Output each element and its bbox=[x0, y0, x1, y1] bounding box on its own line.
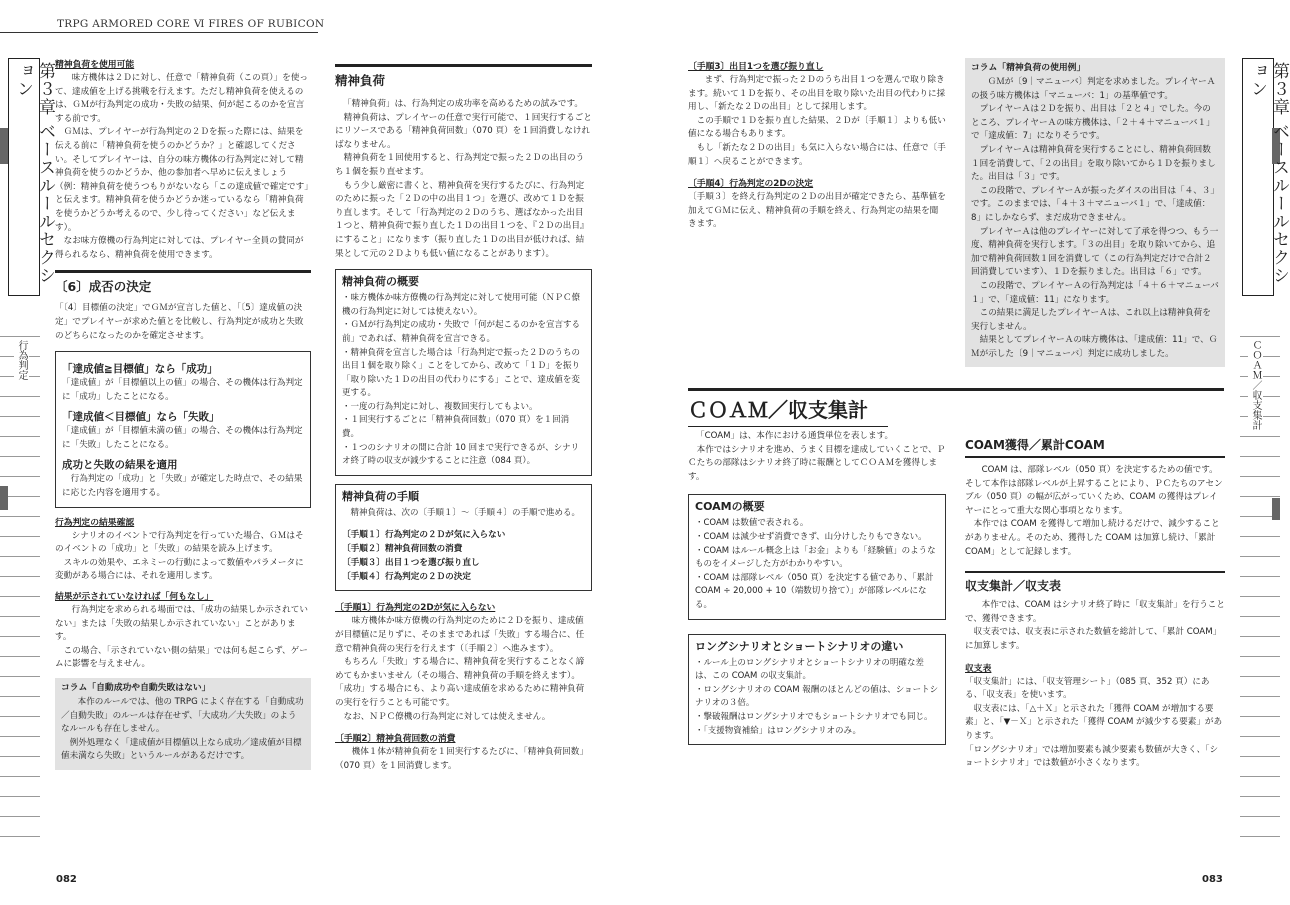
left-side-tabs bbox=[0, 0, 55, 905]
right-section-bar bbox=[1272, 498, 1280, 520]
box-item: ・１つのシナリオの間に合計 10 回まで実行できるが、シナリオ終了時の収支が減少することに注意（084 頁）。 bbox=[342, 442, 580, 467]
box-item: ・精神負荷を宣言した場合は「行為判定で振った２Ｄのうちの出目１個を取り除く」ことをしてから、改めて「１Ｄ」を振り「取り除いた１Ｄの出目の代わりにする」ことで、達成値を変更する。 bbox=[342, 347, 581, 399]
page-number-left: 082 bbox=[56, 874, 77, 885]
box-text: 行為判定の「成功」と「失敗」が確定した時点で、その結果に応じた内容を適用する。 bbox=[62, 474, 303, 499]
paragraph: 行為判定を求められる場面では、「成功の結果しか示されていない」または「失敗の結果しか示されていない」ことがあります。 この場合、「示されていない側の結果」では何も起こらず、ゲームに影響を与えません。 bbox=[55, 605, 308, 670]
section-title: 〔手順3〕出目1つを選び振り直し bbox=[688, 62, 824, 72]
box-item: ・COAM は部隊レベル（050 頁）を決定する値であり、「累計 COAM ÷ 20,000 + 10（端数切り捨て）」が部隊レベルになる。 bbox=[695, 572, 934, 610]
box-item: ・COAM は数値で表される。 bbox=[695, 518, 809, 529]
column-box bbox=[965, 58, 1225, 367]
box-item: ・味方機体か味方僚機の行為判定に対して使用可能（ＮＰＣ僚機の行為判定に対しては使えない）。 bbox=[342, 293, 581, 317]
column-4 bbox=[965, 58, 1225, 367]
section-title: 精神負荷を使用可能 bbox=[55, 60, 135, 70]
paragraph: 味方機体は２Ｄに対し、任意で「精神負荷（この頁）」を使って、達成値を上げる挑戦を行えます。ただし精神負荷を使えるのは、ＧＭが行為判定の成功・失敗の結果、何が起こるのかを宣言する前です。 ＧＭは、プレイヤーが行為判定の２Ｄを振った際には、結果を伝える前に「精神負荷を使うのかどうか？」と確認してください。そしてプレイヤーは、自分の味方機体の行為判定に対して精神負荷を使うのかどうか、他の参加者へ早めに伝えましょう（例：精神負荷を使うつもりがないなら「この達成値で確定です」と伝えます。精神負荷を使うかどうか迷っているなら「精神負荷を使うかどうか考えるので、少し待ってください」など伝えます）。 なお味方僚機の行為判定に対しては、プレイヤー全員の賛同が得られるなら、精神負荷を使用できます。 bbox=[55, 73, 309, 260]
box-title: COAMの概要 bbox=[695, 500, 765, 514]
header-rule bbox=[0, 32, 318, 33]
box-text: 「達成値」が「目標値以上の値」の場合、その機体は行為判定に「成功」したことになる。 bbox=[62, 378, 303, 402]
column-title: コラム「精神負荷の使用例」 bbox=[971, 63, 1086, 73]
coam-heading-block bbox=[688, 388, 1224, 427]
paragraph: 「COAM」は、本作における通貨単位を表します。 本作ではシナリオを進め、うまく目標を達成していくことで、ＰＣたちの部隊はシナリオ終了時に報酬としてＣＯＡＭを獲得します。 bbox=[688, 431, 946, 482]
step-item: 〔手順１〕行為判定の２Ｄが気に入らない bbox=[342, 530, 506, 541]
paragraph: 〔手順３〕を終え行為判定の２Ｄの出目が確定できたら、基準値を加えてＧＭに伝え、精神負荷の手順を終え、行為判定の結果を聞きます。 bbox=[688, 192, 946, 230]
section-heading: 〔6〕成否の決定 bbox=[55, 270, 311, 296]
box-item: ・ＧＭが行為判定の成功・失敗で「何が起こるのかを宣言する前」であれば、精神負荷を宣言できる。 bbox=[342, 320, 581, 344]
box-heading: 「達成値≧目標値」なら「成功」 bbox=[62, 363, 218, 376]
box-item: ・１回実行するごとに「精神負荷回数」（070 頁）を１回消費。 bbox=[342, 415, 570, 440]
section-title: 〔手順1〕行為判定の2Dが気に入らない bbox=[335, 603, 496, 614]
left-section-lines bbox=[0, 336, 40, 856]
column-title: コラム「自動成功や自動失敗はない」 bbox=[61, 683, 211, 693]
paragraph: 「〔4〕目標値の決定」でＧＭが宣言した値と、「〔5〕達成値の決定」でプレイヤーが求めた値とを比較し、行為判定が成功と失敗のどちらになったのかを確定させます。 bbox=[55, 303, 304, 341]
scenario-diff-box bbox=[688, 634, 946, 746]
section-heading: 収支集計／収支表 bbox=[965, 571, 1225, 595]
step-list bbox=[342, 528, 585, 584]
column-4-lower bbox=[965, 436, 1225, 771]
right-section-label: ＣＯＡＭ／収支集計 bbox=[1250, 340, 1261, 430]
section-heading: COAM獲得／累計COAM bbox=[965, 436, 1225, 458]
paragraph: 本作では、COAM はシナリオ終了時に「収支集計」を行うことで、獲得できます。 収支表では、収支表に示された数値を総計して、「累計 COAM」に加算します。 bbox=[965, 600, 1225, 651]
left-section-bar bbox=[0, 486, 8, 510]
section-title: 収支表 bbox=[965, 663, 992, 674]
column-2 bbox=[335, 64, 592, 773]
box-item: ・撃破報酬はロングシナリオでもショートシナリオでも同じ。 bbox=[695, 711, 933, 722]
paragraph: 「収支集計」には、「収支管理シート」（085 頁、352 頁）にある、「収支表」を使います。 収支表には、「△＋Ｘ」と示された「獲得 COAM が増加する要素」と、「▼－Ｘ」と示された「獲得 COAM が減少する要素」があります。 「ロングシナリオ」では増加要素も減少要素も数値が大きく、「ショートシナリオ」では数値が小さくなります。 bbox=[965, 676, 1223, 769]
section-heading: 精神負荷 bbox=[335, 64, 592, 90]
box-item: ・COAM は減少せず消費できず、山分けしたりもできない。 bbox=[695, 531, 927, 542]
section-title: 〔手順4〕行為判定の2Dの決定 bbox=[688, 179, 814, 190]
step-item: 〔手順４〕行為判定の２Ｄの決定 bbox=[342, 572, 471, 583]
paragraph: 機体１体が精神負荷を１回実行するたびに、「精神負荷回数」（070 頁）を１回消費します。 bbox=[335, 747, 588, 771]
left-section-label: 行為判定 bbox=[16, 340, 27, 380]
left-chapter-label: 第３章 ベースルールセクション bbox=[13, 62, 55, 285]
box-item: ・COAM はルール概念上は「お金」よりも「経験値」のようなものをイメージした方がわかりやすい。 bbox=[695, 545, 936, 570]
box-title: 精神負荷の概要 bbox=[342, 275, 419, 289]
right-chapter-label: 第３章 ベースルールセクション bbox=[1247, 62, 1289, 285]
box-heading: 「達成値＜目標値」なら「失敗」 bbox=[62, 411, 220, 424]
box-text: 「達成値」が「目標値未満の値」の場合、その機体は行為判定に「失敗」したことになる。 bbox=[62, 426, 303, 450]
column-3-lower bbox=[688, 430, 946, 745]
box-title: ロングシナリオとショートシナリオの違い bbox=[695, 639, 904, 653]
box-intro: 精神負荷は、次の〔手順１〕～〔手順４〕の手順で進める。 bbox=[342, 507, 581, 518]
section-title: 〔手順2〕精神負荷回数の消費 bbox=[335, 734, 456, 745]
running-header bbox=[0, 0, 640, 34]
right-side-tabs bbox=[1236, 0, 1289, 905]
column-3 bbox=[688, 58, 946, 232]
steps-box bbox=[335, 484, 592, 592]
column-box bbox=[55, 678, 311, 770]
paragraph: COAM は、部隊レベル（050 頁）を決定するための値です。そして本作は部隊レベルが上昇することにより、ＰＣたちのアセンブル（050 頁）の幅が広がっていくため、COAM の獲得はプレイヤーにとって重大な関心事項となります。 本作では COAM を獲得して増加し続けるだけで、減少することがありません。そのため、獲得した COAM は加算し続け、「累計 COAM」として記録します。 bbox=[965, 465, 1223, 557]
paragraph: シナリオのイベントで行為判定を行っていた場合、ＧＭはそのイベントの「成功」と「失敗」の結果を読み上げます。 スキルの効果や、エネミーの行動によって数値やパラメータに変動がある場合には、それを適用します。 bbox=[55, 530, 304, 582]
box-item: ・「支援物資補給」はロングシナリオのみ。 bbox=[695, 725, 862, 736]
column-text: 本作のルールでは、他の TRPG によく存在する「自動成功／自動失敗」のルールは存在せず、「大成功／大失敗」のようなルールも存在しません。 例外処理なく「達成値が目標値以上なら成功／達成値が目標値未満なら失敗」というルールがあるだけです。 bbox=[61, 697, 304, 762]
column-1 bbox=[55, 56, 311, 770]
paragraph: 「精神負荷」は、行為判定の成功率を高めるための試みです。 精神負荷は、プレイヤーの任意で実行可能で、１回実行するごとにリソースである「精神負荷回数」（070 頁）を１回消費しなければなりません。 精神負荷を１回使用すると、行為判定で振った２Ｄの出目のうち１個を振り直せます。 もう少し厳密に書くと、精神負荷を実行するたびに、行為判定のために振った「２Ｄの中の出目１つ」を選び、改めて１Ｄを振り直します。そして「行為判定の２Ｄのうち、選ばなかった出目１つと、精神負荷で振り直した１Ｄの出目１つを、『２Ｄの出目』にすること」になります（振り直した１Ｄの出目が低ければ、結果として元の２Ｄよりも低い値になることがあります）。 bbox=[335, 99, 592, 259]
section-title: 結果が示されていなければ「何もなし」 bbox=[55, 592, 214, 603]
paragraph: まず、行為判定で振った２Ｄのうち出目１つを選んで取り除きます。続いて１Ｄを振り、その出目を取り除いた出目の代わりに採用し、「新たな２Ｄの出目」として採用します。 この手順で１Ｄを振り直した結果、２Ｄが〔手順１〕よりも低い値になる場合もあります。 もし「新たな２Ｄの出目」も気に入らない場合には、任意で〔手順１〕へ戻ることができます。 bbox=[688, 75, 946, 167]
step-item: 〔手順２〕精神負荷回数の消費 bbox=[342, 544, 463, 555]
header-title: TRPG ARMORED CORE Ⅵ FIRES OF RUBICON bbox=[57, 18, 325, 30]
paragraph: 味方機体か味方僚機の行為判定のために２Ｄを振り、達成値が目標値に足りずに、そのままであれば「失敗」する場合に、任意で精神負荷の実行を行えます（〔手順２〕へ進みます）。 もちろん「失敗」する場合に、精神負荷を実行することなく諦めてもかまいません（その場合、精神負荷の手順を終えます）。「成功」する場合にも、より高い達成値を求めるために精神負荷の実行を行うことも可能です。 なお、ＮＰＣ僚機の行為判定に対しては使えません。 bbox=[335, 616, 585, 722]
coam-summary-box bbox=[688, 494, 946, 619]
box-item: ・ルール上のロングシナリオとショートシナリオの明確な差は、この COAM の収支集計。 bbox=[695, 657, 924, 682]
coam-heading-underline bbox=[688, 426, 888, 427]
box-item: ・ロングシナリオの COAM 報酬のほとんどの値は、ショートシナリオの３倍。 bbox=[695, 684, 939, 709]
result-box bbox=[55, 351, 311, 508]
box-title: 精神負荷の手順 bbox=[342, 489, 419, 503]
section-title: 行為判定の結果確認 bbox=[55, 517, 135, 528]
summary-box bbox=[335, 269, 592, 476]
box-heading: 成功と失敗の結果を適用 bbox=[62, 459, 178, 472]
coam-heading: ＣＯＡＭ／収支集計 bbox=[688, 398, 868, 422]
left-chapter-bar bbox=[0, 128, 8, 164]
page-number-right: 083 bbox=[1202, 874, 1223, 885]
box-item: ・一度の行為判定に対し、複数回実行してもよい。 bbox=[342, 401, 538, 412]
step-item: 〔手順３〕出目１つを選び振り直し bbox=[342, 558, 480, 569]
column-text: ＧＭが〔9｜マニューバ〕判定を求めました。プレイヤーＡの扱う味方機体は「マニューバ：1」の基準値です。 プレイヤーＡは２Ｄを振り、出目は「２と４」でした。今のところ、プレイヤーＡの味方機体は、「２＋４＋マニューバ１」で「達成値：7」になりそうです。 プレイヤーＡは精神負荷を実行することにし、精神負荷回数１回を消費して、「２の出目」を取り除いてから１Ｄを振りました。出目は「３」です。 この段階で、プレイヤーＡが振ったダイスの出目は「４、３」です。このままでは、「４＋３＋マニューバ１」で、「達成値：8」にしかならず、まだ成功できません。 プレイヤーＡは他のプレイヤーに対して了承を得つつ、もう一度、精神負荷を実行します。「３の出目」を取り除いてから、追加で精神負荷回数１回を消費して（この行為判定だけで合計２回消費しています）、１Ｄを振りました。出目は「６」です。 この段階で、プレイヤーＡの行為判定は「４＋６＋マニューバ１」で、「達成値：11」になります。 この結果に満足したプレイヤーＡは、これ以上は精神負荷を実行しません。 結果としてプレイヤーＡの味方機体は、「達成値：11」で、ＧＭが示した〔9｜マニューバ〕判定に成功しました。 bbox=[971, 77, 1219, 359]
